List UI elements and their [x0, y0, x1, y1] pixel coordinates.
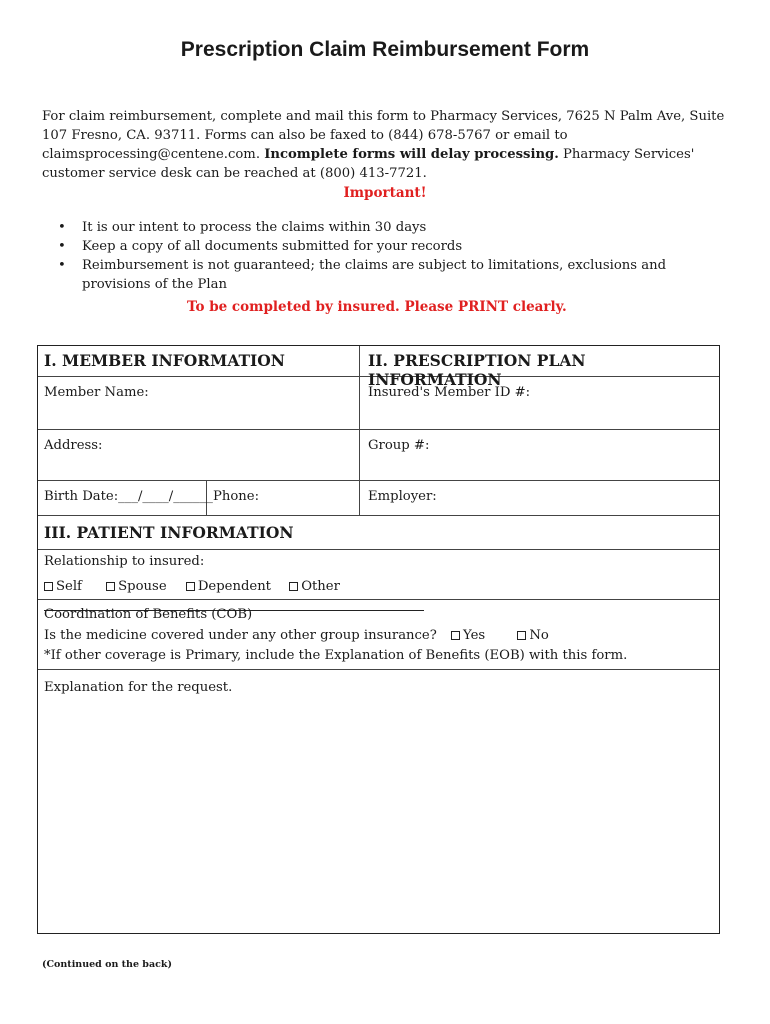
section-header-patient: III. PATIENT INFORMATION	[44, 523, 294, 542]
cob-question-row	[44, 626, 704, 645]
bullet-icon: •	[58, 220, 66, 235]
explanation-label: Explanation for the request.	[44, 680, 233, 695]
checkbox-icon[interactable]	[289, 582, 298, 591]
checkbox-icon[interactable]	[44, 582, 53, 591]
bullet-icon: •	[58, 239, 66, 254]
member-id-field[interactable]: Insured's Member ID #:	[368, 385, 531, 400]
claim-form-table	[37, 345, 720, 934]
divider	[38, 515, 719, 516]
address-field[interactable]: Address:	[44, 438, 103, 453]
cob-title: Coordination of Benefits (COB)	[44, 607, 253, 622]
bullet-list	[56, 218, 716, 294]
intro-text: For claim reimbursement, complete and mail this form to Pharmacy Services, 7625 N Palm Ave, Suite 107 Fresno, CA. 93711. Forms can also be faxed to (844) 678-5767 or email to claimsprocessing@centene.com.	[42, 109, 725, 162]
relationship-option-dependent[interactable]: Dependent	[186, 579, 271, 594]
relationship-option-spouse[interactable]: Spouse	[106, 579, 166, 594]
intro-paragraph	[42, 107, 732, 183]
continued-note: (Continued on the back)	[42, 959, 172, 970]
checkbox-icon[interactable]	[517, 631, 526, 640]
cob-question: Is the medicine covered under any other group insurance?	[44, 628, 437, 643]
list-item: • It is our intent to process the claims within 30 days	[58, 220, 427, 235]
relationship-option-other[interactable]: Other	[289, 579, 340, 594]
relationship-label: Relationship to insured:	[44, 554, 205, 569]
print-instruction: To be completed by insured. Please PRINT clearly.	[187, 299, 567, 315]
checkbox-icon[interactable]	[451, 631, 460, 640]
divider	[38, 480, 719, 481]
explanation-area[interactable]	[38, 670, 719, 933]
birth-date-field[interactable]: Birth Date:___/____/______	[44, 489, 213, 504]
cob-no-option[interactable]: No	[517, 628, 548, 643]
phone-field[interactable]: Phone:	[213, 489, 260, 504]
divider	[38, 429, 719, 430]
intro-warning: Incomplete forms will delay processing.	[264, 147, 559, 162]
cob-yes-option[interactable]: Yes	[451, 628, 485, 643]
intro-contact: Pharmacy Services' customer service desk can be reached at (800) 413-7721.	[42, 147, 695, 181]
checkbox-icon[interactable]	[186, 582, 195, 591]
section-header-member: I. MEMBER INFORMATION	[44, 351, 285, 370]
important-label: Important!	[343, 185, 427, 201]
employer-field[interactable]: Employer:	[368, 489, 437, 504]
form-title: Prescription Claim Reimbursement Form	[180, 38, 590, 61]
list-item: • Reimbursement is not guaranteed; the claims are subject to limitations, exclusions and provisions of the Plan	[58, 258, 667, 292]
cob-note: *If other coverage is Primary, include the Explanation of Benefits (EOB) with this form.	[44, 648, 628, 663]
relationship-option-self[interactable]: Self	[44, 579, 82, 594]
section-header-plan: II. PRESCRIPTION PLAN INFORMATION	[368, 351, 586, 389]
list-item: • Keep a copy of all documents submitted for your records	[58, 239, 463, 254]
bullet-icon: •	[58, 258, 66, 273]
member-name-field[interactable]: Member Name:	[44, 385, 149, 400]
checkbox-icon[interactable]	[106, 582, 115, 591]
divider	[38, 549, 719, 550]
column-divider	[359, 346, 360, 515]
group-number-field[interactable]: Group #:	[368, 438, 430, 453]
